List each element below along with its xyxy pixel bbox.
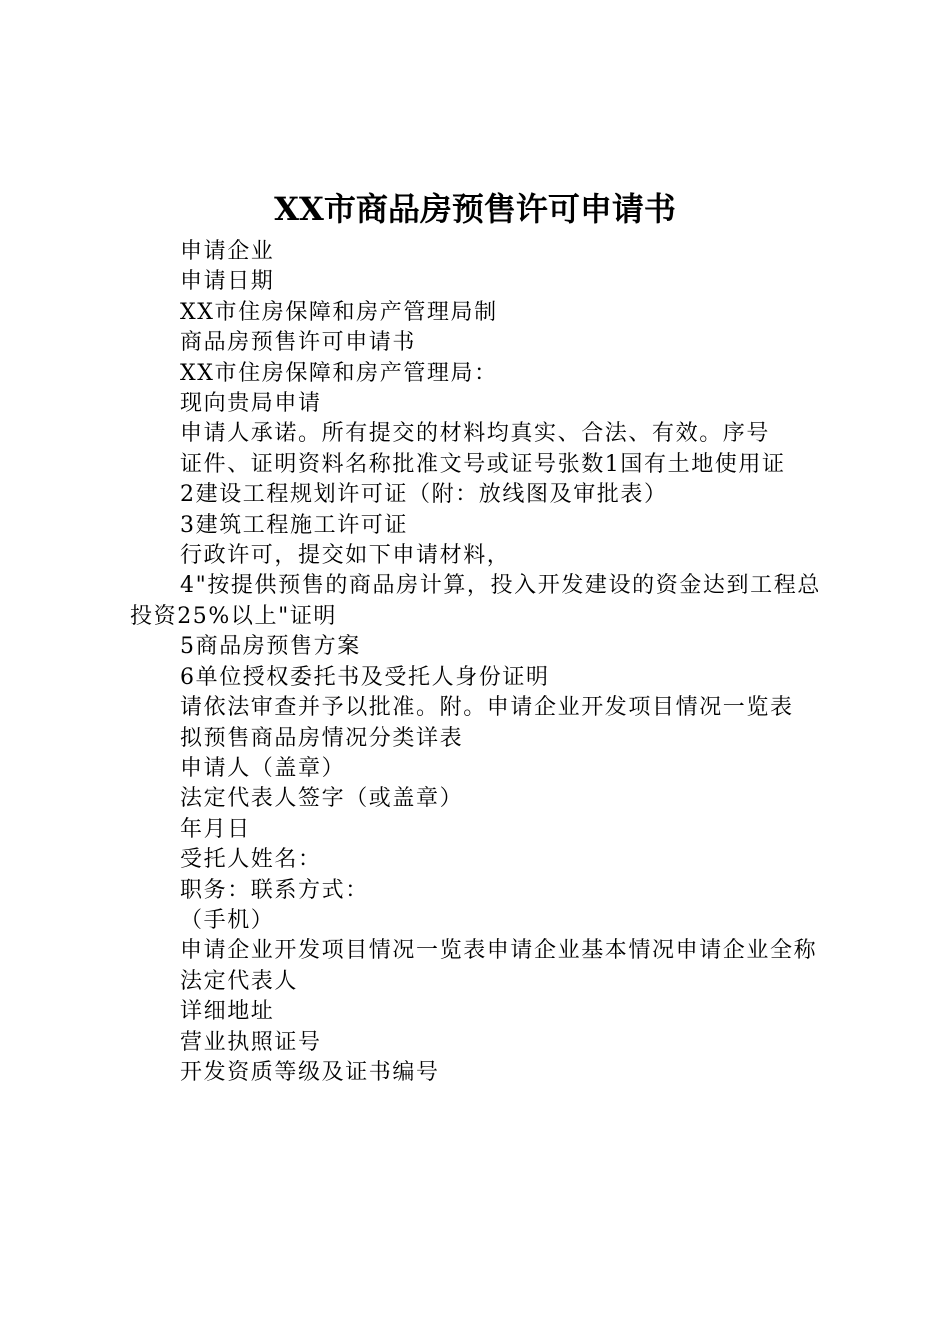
paragraph-application-date: 申请日期 [180,269,275,295]
paragraph-qualification: 开发资质等级及证书编号 [180,1059,440,1085]
document-body [130,237,834,1088]
paragraph-item-6: 6单位授权委托书及受托人身份证明 [180,664,550,690]
paragraph-item-3: 3建筑工程施工许可证 [180,512,408,538]
paragraph-license-number: 营业执照证号 [180,1029,322,1055]
paragraph-addressee: XX市住房保障和房产管理局： [180,360,498,386]
paragraph-applicant-company: 申请企业 [180,239,275,264]
paragraph-item-5: 5商品房预售方案 [180,634,361,660]
paragraph-item-1: 证件、证明资料名称批准文号或证号张数1国有土地使用证 [180,451,786,477]
paragraph-applicant-seal: 申请人（盖章） [180,755,346,781]
paragraph-legal-rep-signature: 法定代表人签字（或盖章） [180,786,464,812]
paragraph-mobile: （手机） [180,907,275,933]
paragraph-date-line: 年月日 [180,816,251,842]
paragraph-issuer: XX市住房保障和房产管理局制 [180,299,498,325]
paragraph-commitment: 申请人承诺。所有提交的材料均真实、合法、有效。序号 [180,421,771,447]
paragraph-approval-request: 请依法审查并予以批准。附。申请企业开发项目情况一览表 [180,695,794,721]
paragraph-form-title: 商品房预售许可申请书 [180,330,417,356]
paragraph-project-overview: 申请企业开发项目情况一览表申请企业基本情况申请企业全称 [180,938,818,964]
paragraph-position-contact: 职务：联系方式： [180,877,369,903]
document-title: XX市商品房预售许可申请书 [274,190,676,228]
paragraph-classification-table: 拟预售商品房情况分类详表 [180,725,464,751]
paragraph-address: 详细地址 [180,999,275,1025]
paragraph-submission: 行政许可，提交如下申请材料， [180,543,511,569]
paragraph-request: 现向贵局申请 [180,391,322,417]
paragraph-trustee-name: 受托人姓名： [180,847,322,873]
paragraph-item-2: 2建设工程规划许可证（附：放线图及审批表） [180,482,668,508]
paragraph-legal-rep: 法定代表人 [180,968,299,994]
paragraph-item-4: 4"按提供预售的商品房计算，投入开发建设的资金达到工程总投资25%以上"证明 [130,573,821,629]
